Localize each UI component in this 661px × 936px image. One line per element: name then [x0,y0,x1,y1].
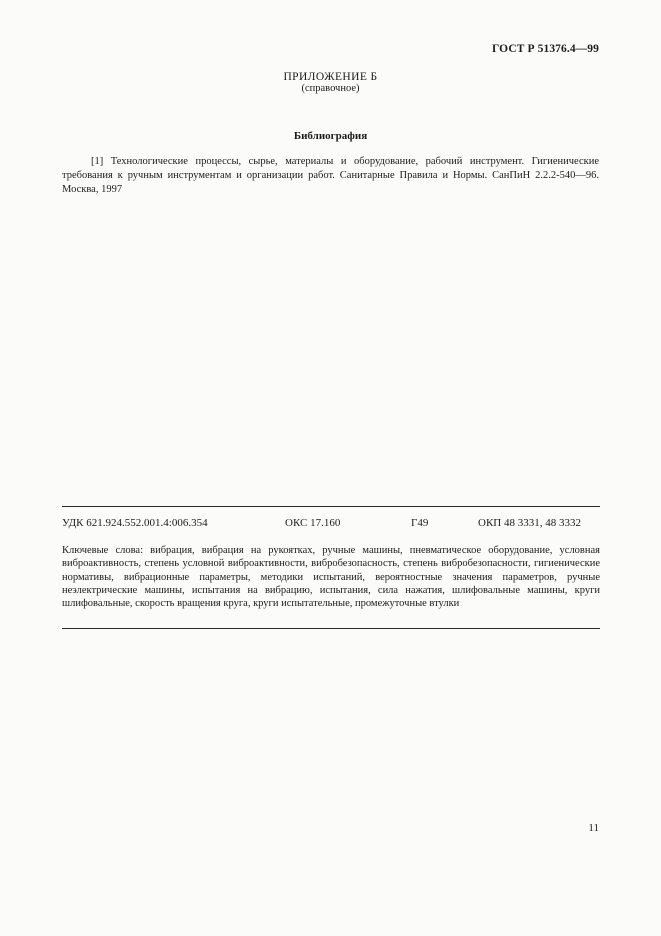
top-divider [62,506,600,507]
appendix-title: ПРИЛОЖЕНИЕ Б [283,71,378,83]
okp-code: ОКП 48 3331, 48 3332 [478,517,581,529]
standard-code: ГОСТ Р 51376.4—99 [492,43,599,55]
bibliography-title: Библиография [293,130,368,142]
bibliography-entry: [1] Технологические процессы, сырье, материалы и оборудование, рабочий инструмент. Гигиенические требования к ручным инструментам и организации работ. Санитарные Правила и Нормы. СанПиН 2.2.2-540—96. Москва, 1997 [62,156,599,195]
keywords-paragraph: Ключевые слова: вибрация, вибрация на рукоятках, ручные машины, пневматическое оборудование, условная виброактивность, степень условной виброактивности, вибробезопасность, степень вибробезопасности, гигиенические нормативы, вибрационные параметры, методики испытаний, вероятностные значения параметров, ручные неэлектрические машины, испытания на вибрацию, испытания, сила нажатия, шлифовальные машины, круги шлифовальные, скорость вращения круга, круги испытательные, промежуточные втулки [62,545,600,610]
page-number: 11 [588,822,599,834]
udk-code: УДК 621.924.552.001.4:006.354 [62,517,208,529]
appendix-heading [0,71,661,94]
appendix-subtitle: (справочное) [301,83,360,94]
oks-code: ОКС 17.160 [285,517,341,529]
bottom-divider [62,628,600,629]
group-code: Г49 [411,517,429,529]
